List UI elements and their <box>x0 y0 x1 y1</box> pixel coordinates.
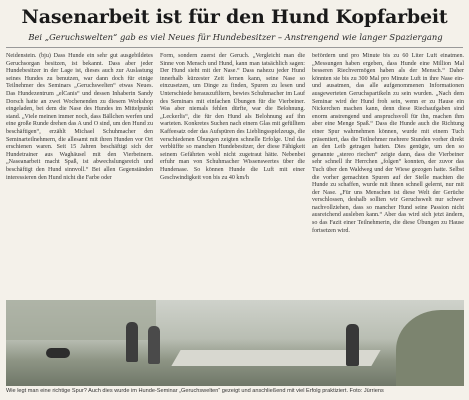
headline: Nasenarbeit ist für den Hund Kopfarbeit <box>21 6 448 28</box>
column-2-text: Form, sondern zuerst der Geruch. „Vergleicht man die Sinne von Mensch und Hund, kann man tatsächlich sagen: Der Hund sieht mit der Nase.“ Dass nahezu jeder Hund innerhalb kürzester Zeit lernen kann, seine Nase so einzusetzen, um Dinge zu finden, Spuren zu lesen und Unterschiede herauszufiltern, bewies Schuhmacher im Lauf des Seminars mit einfachen Übungen für die Vierbeiner. Was aber niemals fehlen dürfte, war die Belohnung. „Leckerlis“, die für den Hund als Belohnung auf ihn warteten. Konkretes Suchen nach einem Glas mit gefülltem Kaffeesatz oder das Aufspüren des Lieblingsspielzeugs, die verschiedenen Übungen zeigten schnelle Erfolge. Und das verblüffte so manchen Hundebesitzer, der diese Fähigkeit seinem Gefährten wohl nicht zugetraut hätte. Nebenbei erfuhr man von Schuhmacher Wissenswertes über die Hundenase. So können Hunde die Luft mit einer Geschwindigkeit von bis zu 40 km/h <box>160 53 305 181</box>
article-photo <box>6 300 464 386</box>
column-1-text: Neidenstein. (bju) Dass Hunde ein sehr gut ausgebildetes Geruchsorgan besitzen, ist bekannt. Dass aber jeder Hundebesitzer in der Lage ist, dieses auch zur Auslastung seines Hundes zu benutzen, war dann doch für einige Teilnehmer des Seminars „Geruchswelten“ etwas Neues. Das Hundezentrum „elCanis“ und dessen Inhaberin Sandy Dorsch hatte an zwei Wochenenden zu diesem Workshop eingeladen, bei dem die Nase des Hundes im Mittelpunkt stand. „Viele meinen immer noch, dass Bällchen werfen und eine große Runde drehen das A und O sind, um den Hund zu beschäftigen“, erzählt Michael Schuhmacher den Seminarteilnehmern, die allesamt mit ihren Hunden vor Ort erschienen waren. Seit 15 Jahren beschäftigt sich der Hundetrainer aus Waghäusel mit den Vierbeinern. „Naseanarbeit macht Spaß, ist abwechslungsreich und beschäftigt den Hund sinnvoll.“ Bei allen Gegenständen interessieren den Hund nicht die Farbe oder <box>6 53 153 181</box>
divider <box>6 47 463 48</box>
column-3-text: befördern und pro Minute bis zu 60 Liter Luft einatmen. „Messungen haben ergeben, dass Hunde eine Million Mal besseren Riechvermögen haben als der Mensch.“ Daher könnten sie bis zu 300 Mal pro Minute Luft in ihre Nase ein- und ausatmen, das alle aufgenommenen Informationen ausgewerteten Geruchspartikeln zu sein wurden. „Nach dem Seminar wird der Hund froh sein, wenn er zu Hause ein Nickerchen machen kann, denn diese Riechaufgaben sind enorm anstrengend und anspruchsvoll für ihn, machen ihm aber eine Menge Spaß.“ Dass die Hunde auch die Richtung einer Spur wahrnehmen können, wurde mit einem Tuch präsentiert, das die Teilnehmer mehrere Stunden vorher direkt an den Leib getragen hatten. Dies genügte, um den so genannte „stereo riechen“ zeigte dann, dass die Vierbeiner sehr schnell ihr Herrchen „folgen“ konnten, der zuvor das Tuch über den Waldweg und der Wiese gezogen hatte. Selbst die vorher gemachten Spuren auf der Stelle machten die Hunde zu schaffen, wurde mit ihnen schnell gelernt, nur mit der Nase. „Für uns Menschen ist diese Welt der Gerüche verschlossen, deshalb sollten wir Geruchswelt nur schwer nachvollziehen, dass so mancher Hund seine Passion nicht ausreichend ausleben kann.“ Aber das wird sich jetzt ändern, so das Fazit einer Teilnehmerin, die diese Übungen zu Hause fortsetzen wird. <box>312 53 464 234</box>
photo-hill <box>396 310 464 386</box>
photo-person-1 <box>126 322 138 362</box>
article-column-3 <box>312 53 464 293</box>
article-column-1 <box>6 53 153 182</box>
photo-person-3 <box>346 324 359 366</box>
article-column-2 <box>160 53 305 182</box>
photo-person-2 <box>148 326 160 364</box>
photo-dog <box>46 348 70 358</box>
subheadline: Bei „Geruchswelten“ gab es viel Neues für Hundebesitzer – Anstrengend wie langer Spaziergang <box>28 32 443 42</box>
photo-caption: Wie legt man eine richtige Spur? Auch dies wurde im Hunde-Seminar „Geruchswelten“ gezeigt und anschließend mit viel Erfolg praktiziert. Foto: Jürriens <box>6 388 384 394</box>
